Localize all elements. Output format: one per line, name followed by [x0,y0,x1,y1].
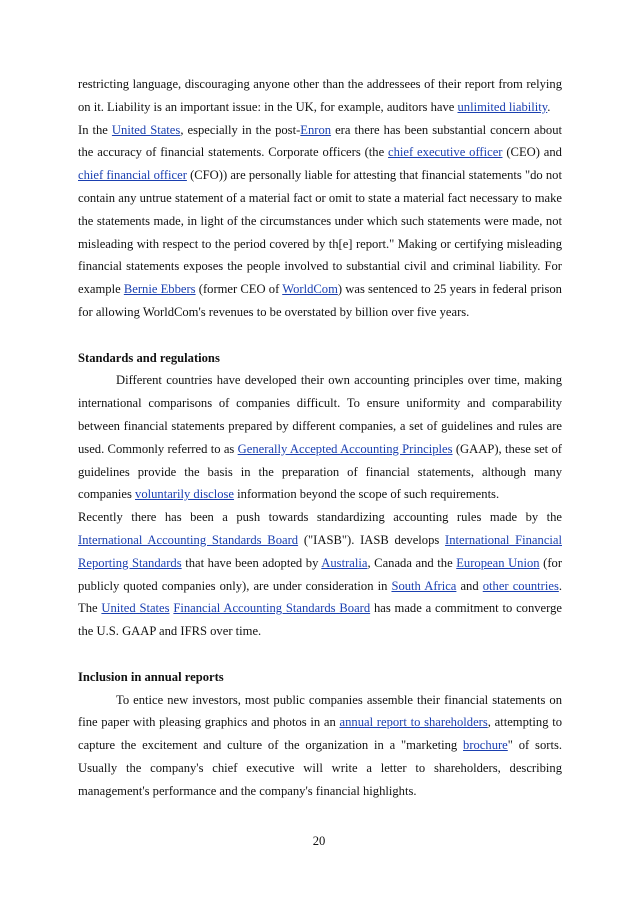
link-voluntarily-disclose[interactable]: voluntarily disclose [135,487,235,502]
link-bernie-ebbers[interactable]: Bernie Ebbers [123,282,196,297]
link-chief-financial-officer[interactable]: chief financial officer [78,168,187,183]
heading-inclusion-in-annual-reports: Inclusion in annual reports [78,669,224,684]
text-run: Recently there has been a push towards standardizing accounting rules made by the [78,510,562,525]
link-south-africa[interactable]: South Africa [391,578,457,593]
link-fasb[interactable]: Financial Accounting Standards Board [173,601,371,616]
link-iasb[interactable]: International Accounting Standards Board [78,532,299,547]
text-run: , especially in the post- [180,122,301,137]
text-run: has made a commitment to converge the U.S. GAAP and IFRS over time. [78,601,562,639]
paragraph-gaap [78,369,562,506]
text-run: (GAAP), these set of guidelines provide the basis in the preparation of financial statements, although many companies [78,441,562,502]
text-run: , attempting to capture the excitement and culture of the organization in a "marketing [78,715,563,753]
text-run: (former CEO of [195,282,283,297]
link-other-countries[interactable]: other countries [482,578,559,593]
link-annual-report-to-shareholders[interactable]: annual report to shareholders [339,715,488,730]
link-chief-executive-officer[interactable]: chief executive officer [388,145,503,160]
page-number: 20 [312,834,326,848]
paragraph-annual-reports [78,689,562,803]
text-run: To entice new investors, most public companies assemble their financial statements on fine paper with pleasing graphics and photos in an [78,692,562,730]
text-run: that have been adopted by [181,555,322,570]
link-european-union[interactable]: European Union [456,555,540,570]
link-unlimited-liability[interactable]: unlimited liability [457,99,548,114]
link-united-states-2[interactable]: United States [101,601,170,616]
text-run: (CFO)) are personally liable for attesting that financial statements "do not contain any untrue statement of a material fact or omit to state a material fact necessary to make the statements made, in light of the circumstances under which such statements were made, not misleading with respect to the period covered by th[e] report." Making or certifying misleading financial statements exposes the people involved to substantial civil and criminal liability. For example [78,168,562,297]
text-run: ) was sentenced to 25 years in federal prison for allowing WorldCom's revenues to be overstated by billion over five years. [78,282,562,319]
link-worldcom[interactable]: WorldCom [282,282,338,297]
text-run: and [456,578,483,593]
link-enron[interactable]: Enron [300,122,332,137]
text-run: era there has been substantial concern about the accuracy of financial statements. Corporate officers (the [78,122,562,160]
link-gaap[interactable]: Generally Accepted Accounting Principles [237,441,453,456]
text-run: (CEO) and [502,145,562,160]
text-run: restricting language, discouraging anyone other than the addressees of their report from relying on it. Liability is an important issue: in the UK, for example, auditors have [78,77,562,114]
text-run: , Canada and the [367,555,457,570]
paragraph-liability [78,73,562,119]
spacer [78,643,562,666]
text-run: . The [78,578,563,616]
text-run: In the [78,122,112,137]
paragraph-us-liability [78,119,562,324]
text-run: ("IASB"). IASB develops [298,532,446,547]
link-ifrs[interactable]: International Financial Reporting Standards [78,532,562,570]
text-run: information beyond the scope of such requirements. [234,487,500,502]
text-run: . [547,99,551,114]
text-run: " of sorts. Usually the company's chief executive will write a letter to shareholders, describing management's performance and the company's financial highlights. [78,738,562,798]
link-united-states[interactable]: United States [111,122,181,137]
document-page [78,73,562,803]
link-brochure[interactable]: brochure [463,738,508,753]
text-run: (for publicly quoted companies only), are under consideration in [78,555,563,593]
heading-standards-and-regulations: Standards and regulations [78,350,220,365]
spacer [78,324,562,347]
paragraph-iasb [78,506,562,643]
link-australia[interactable]: Australia [321,555,368,570]
text-run: Different countries have developed their own accounting principles over time, making international comparisons of companies difficult. To ensure uniformity and comparability between financial statements prepared by different companies, a set of guidelines and rules are used. Commonly referred to as [78,373,562,456]
